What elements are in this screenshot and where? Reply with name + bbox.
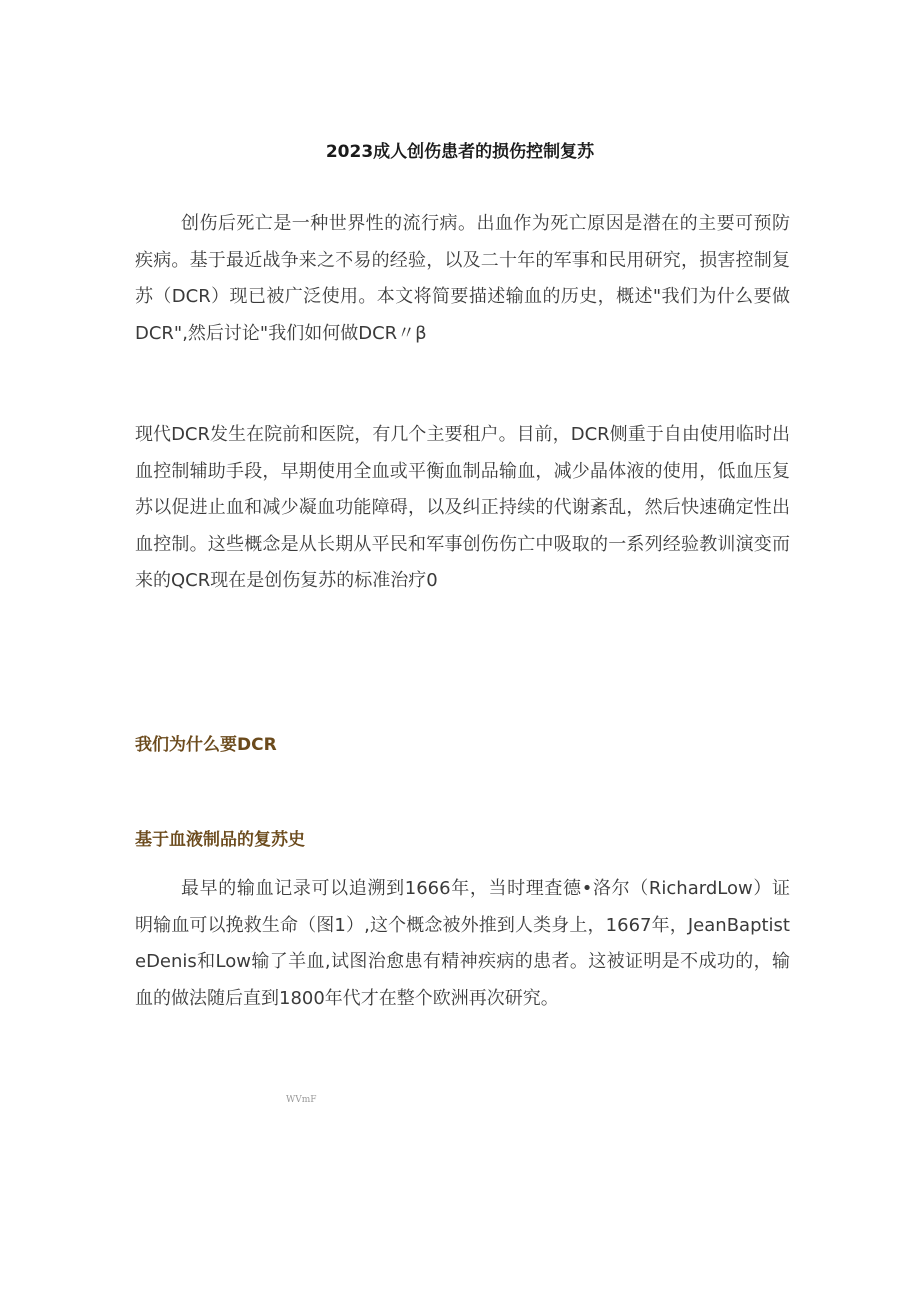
subsection-heading-blood-history: 基于血液制品的复苏史 xyxy=(135,830,305,850)
page-title: 2023成人创伤患者的损伤控制复苏 xyxy=(325,142,595,163)
watermark-text: WVmF xyxy=(286,1095,317,1105)
modern-dcr-paragraph: 现代DCR发生在院前和医院，有几个主要租户。目前，DCR侧重于自由使用临时出血控制辅助手段，早期使用全血或平衡血制品输血，减少晶体液的使用，低血压复苏以促进止血和减少凝血功能障碍，以及纠正持续的代谢紊乱，然后快速确定性出血控制。这些概念是从长期从平民和军事创伤伤亡中吸取的一系列经验教训演变而来的QCR现在是创伤复苏的标准治疗0 xyxy=(135,424,790,591)
section-heading-why-dcr: 我们为什么要DCR xyxy=(135,735,277,755)
intro-paragraph: 创伤后死亡是一种世界性的流行病。出血作为死亡原因是潜在的主要可预防疾病。基于最近战争来之不易的经验，以及二十年的军事和民用研究，损害控制复苏（DCR）现已被广泛使用。本文将简要描述输血的历史，概述"我们为什么要做DCR",然后讨论"我们如何做DCR〃β xyxy=(135,213,790,344)
transfusion-history-paragraph: 最早的输血记录可以追溯到1666年，当时理査德•洛尔（RichardLow）证明输血可以挽救生命（图1）,这个概念被外推到人类身上，1667年，JeanBaptisteDenis和Low输了羊血,试图治愈患有精神疾病的患者。这被证明是不成功的，输血的做法随后直到1800年代才在整个欧洲再次研究。 xyxy=(135,878,790,1009)
